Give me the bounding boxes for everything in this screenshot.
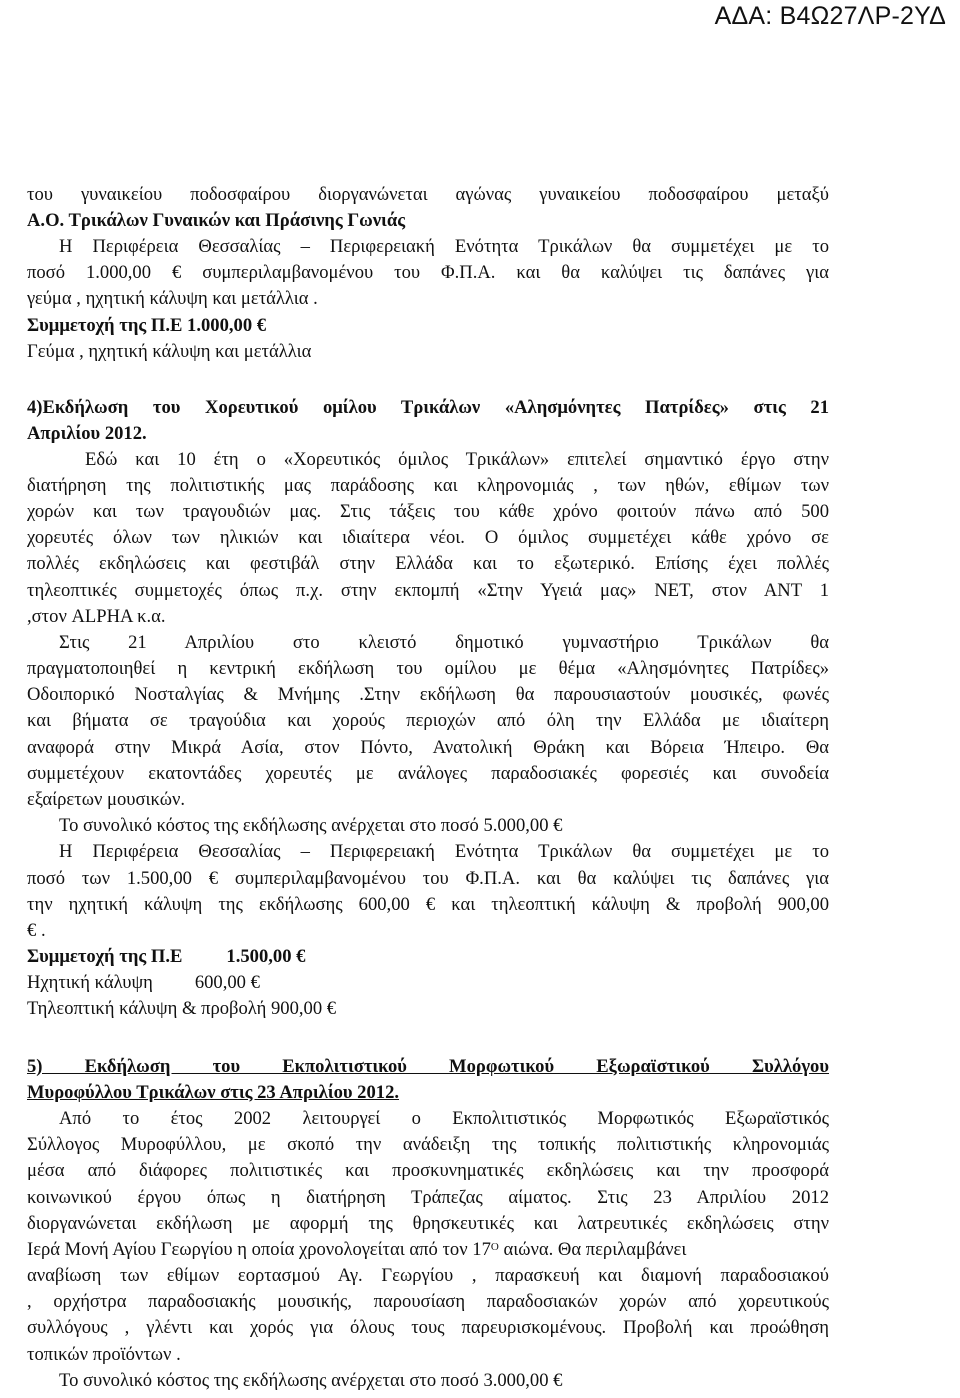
text-line: συμμετέχουν εκατοντάδες χορευτές με ανάλογες παραδοσιακές φορεσιές και συνοδεία [27, 763, 829, 784]
sound-label: Ηχητική κάλυψη [27, 972, 153, 993]
participation-line [27, 944, 829, 970]
text-line: αναβίωση των εθίμων εορτασμού Αγ. Γεωργίου , παρασκευή και διαμονή παραδοσιακού [27, 1265, 829, 1286]
century-sup: Ο [490, 1241, 499, 1253]
participation-amount: 1.500,00 € [226, 946, 306, 967]
text-line: κοινωνικού έργου όπως η διατήρηση Τράπεζας αίματος. Στις 23 Απριλίου 2012 [27, 1187, 829, 1208]
text-line: Α.Ο. Τρικάλων Γυναικών και Πράσινης Γωνιάς [27, 210, 406, 231]
text-line: , ορχήστρα παραδοσιακής μουσικής, παρουσίαση παραδοσιακών χορών από χορευτικούς [27, 1291, 829, 1312]
text-line: πολλές εκδηλώσεις και φεστιβάλ στην Ελλάδα και το εξωτερικό. Επίσης έχει πολλές [27, 553, 829, 574]
sound-amount: 600,00 € [194, 972, 260, 993]
text-line: μέσα από διάφορες πολιτιστικές και προσκυνηματικές εκδηλώσεις και την προσφορά [27, 1160, 829, 1181]
section-heading: Μυροφύλλου Τρικάλων στις 23 Απριλίου 2012. [27, 1082, 400, 1103]
text-line: ,στον ALPHA κ.α. [27, 606, 166, 627]
text-line: Σύλλογος Μυροφύλλου, με σκοπό την ανάδειξη της τοπικής πολιτιστικής κληρονομιάς [27, 1134, 829, 1155]
text-line: πραγματοποιηθεί η κεντρική εκδήλωση του ομίλου με θέμα «Αλησμόνητες Πατρίδες» [27, 658, 829, 679]
participation-line: Συμμετοχή της Π.Ε 1.000,00 € [27, 315, 267, 336]
tv-line: Τηλεοπτική κάλυψη & προβολή 900,00 € [27, 998, 337, 1019]
text-line: Η Περιφέρεια Θεσσαλίας – Περιφερειακή Ενότητα Τρικάλων θα συμμετέχει με το [59, 236, 829, 257]
text-line: Γεύμα , ηχητική κάλυψη και μετάλλια [27, 341, 312, 362]
text-line: Στις 21 Απριλίου στο κλειστό δημοτικό γυμναστήριο Τρικάλων θα [59, 632, 829, 653]
section-heading: 5) Εκδήλωση του Εκπολιτιστικού Μορφωτικού Εξωραϊστικού Συλλόγου [27, 1056, 829, 1077]
text-line: χορών και των τραγουδιών μας. Στις τάξεις του κάθε χρόνο φοιτούν πάνω από 500 [27, 501, 829, 522]
text-line: Εδώ και 10 έτη ο «Χορευτικός όμιλος Τρικάλων» επιτελεί σημαντικό έργο στην [85, 449, 829, 470]
text-line: τοπικών προϊόντων . [27, 1344, 181, 1365]
text-line [27, 1237, 829, 1263]
total-cost-line: Το συνολικό κόστος της εκδήλωσης ανέρχεται στο ποσό 5.000,00 € [59, 815, 563, 836]
total-cost-line: Το συνολικό κόστος της εκδήλωσης ανέρχεται στο ποσό 3.000,00 € [59, 1370, 563, 1391]
section-heading: 4)Εκδήλωση του Χορευτικού ομίλου Τρικάλων «Αλησμόνητες Πατρίδες» στις 21 [27, 397, 829, 418]
text-line: διοργανώνεται εκδήλωση με αφορμή της θρησκευτικές και λατρευτικές εκδηλώσεις στην [27, 1213, 829, 1234]
text-line: διατήρηση της πολιτιστικής μας παράδοσης και κληρονομιάς , των ηθών, εθίμων των [27, 475, 829, 496]
text-line: αναφορά στην Μικρά Ασία, στον Πόντο, Ανατολική Θράκη και Βόρεια Ήπειρο. Θα [27, 737, 829, 758]
text-line: γεύμα , ηχητική κάλυψη και μετάλλια . [27, 288, 318, 309]
text-line: ποσό των 1.500,00 € συμπεριλαμβανομένου του Φ.Π.Α. και θα καλύψει τις δαπάνες για [27, 868, 829, 889]
text-line: € . [27, 920, 46, 941]
text-line: ποσό 1.000,00 € συμπεριλαμβανομένου του Φ.Π.Α. και θα καλύψει τις δαπάνες για [27, 262, 829, 283]
text-line: του γυναικείου ποδοσφαίρου διοργανώνεται αγώνας γυναικείου ποδοσφαίρου μεταξύ [27, 184, 829, 205]
text-line: Η Περιφέρεια Θεσσαλίας – Περιφερειακή Ενότητα Τρικάλων θα συμμετέχει με το [59, 841, 829, 862]
text-line: χορευτές όλων των ηλικιών και ιδιαίτερα νέοι. Ο όμιλος συμμετέχει κάθε χρόνο σε [27, 527, 829, 548]
text-line: Οδοιπορικό Νοσταλγίας & Μνήμης .Στην εκδήλωση θα παρουσιαστούν μουσικές, φωνές [27, 684, 829, 705]
century-pre: Ιερά Μονή Αγίου Γεωργίου η οποία χρονολογείται από τον 17 [27, 1239, 491, 1260]
text-line: Από το έτος 2002 λειτουργεί ο Εκπολιτιστικός Μορφωτικός Εξωραϊστικός [59, 1108, 829, 1129]
participation-label: Συμμετοχή της Π.Ε [27, 946, 183, 967]
text-line: και βήματα σε τραγούδια και χορούς περιοχών από όλη την Ελλάδα με ιδιαίτερη [27, 710, 829, 731]
text-line: τηλεοπτικές συμμετοχές όπως π.χ. στην εκπομπή «Στην Υγειά μας» ΝΕΤ, στον ΑΝΤ 1 [27, 580, 829, 601]
ada-code: ΑΔΑ: Β4Ω27ΛΡ-2ΥΔ [714, 2, 946, 30]
century-post: αιώνα. Θα περιλαμβάνει [498, 1239, 687, 1260]
text-line: συλλόγους , γλέντι και χορός για όλους τους παρευρισκομένους. Προβολή και προώθηση [27, 1317, 829, 1338]
sound-line [27, 970, 829, 996]
text-line: εξαίρετων μουσικών. [27, 789, 186, 810]
section-heading: Απριλίου 2012. [27, 423, 147, 444]
text-line: την ηχητική κάλυψη της εκδήλωσης 600,00 € και τηλεοπτική κάλυψη & προβολή 900,00 [27, 894, 829, 915]
